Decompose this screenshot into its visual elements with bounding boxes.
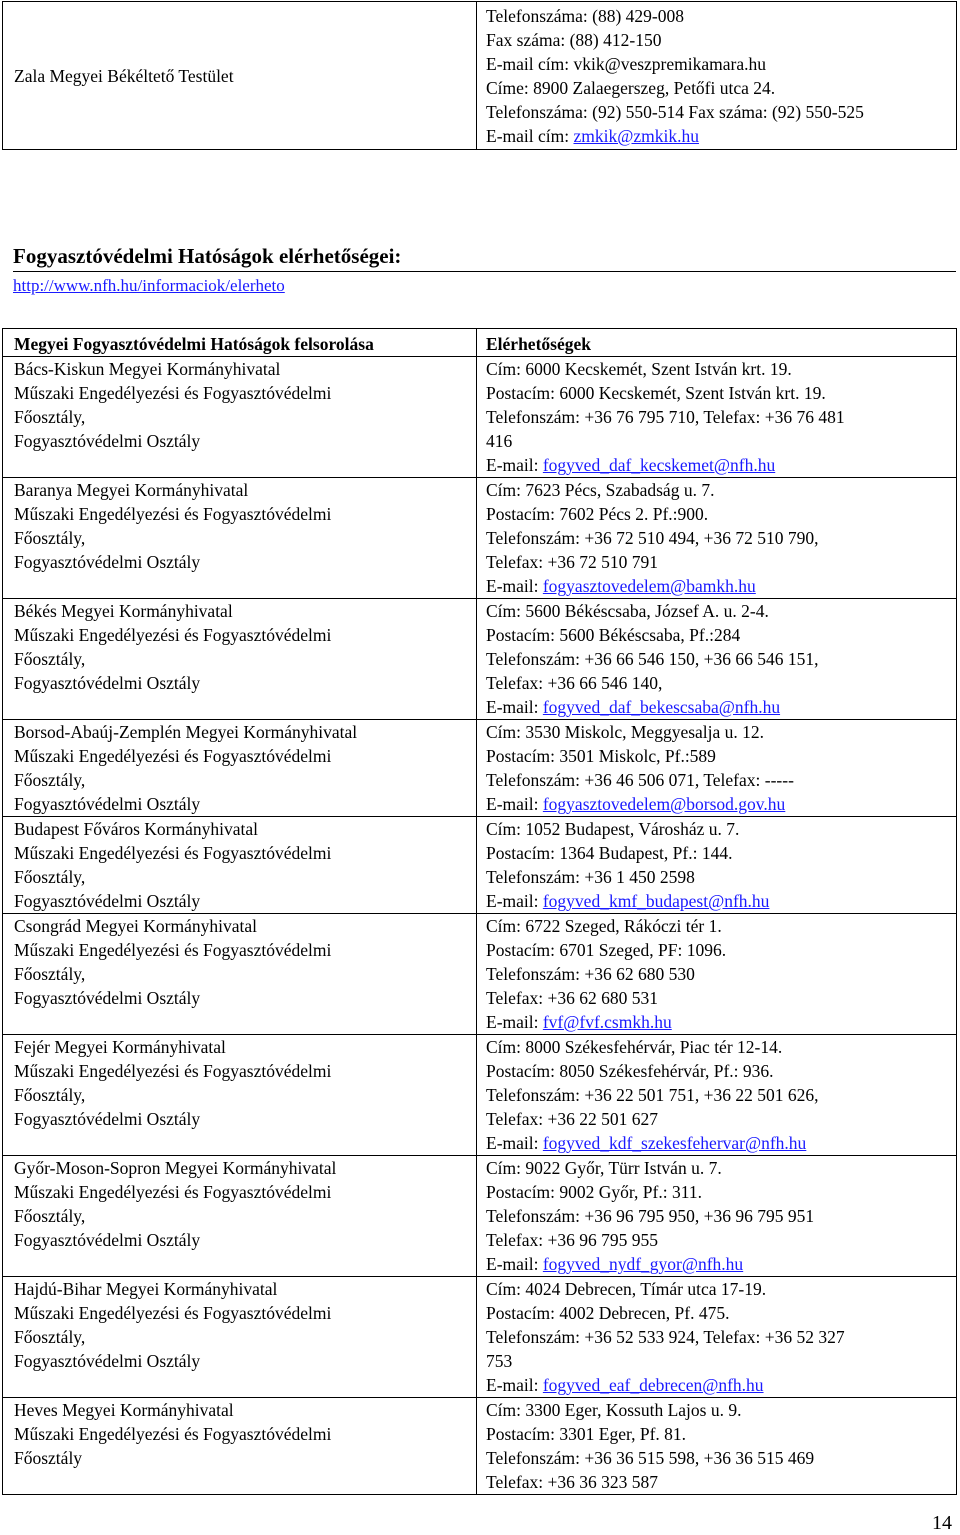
email-line — [486, 792, 956, 816]
authority-department: Műszaki Engedélyezési és Fogyasztóvédelmi — [14, 1424, 332, 1444]
contact-cell — [477, 817, 957, 914]
authority-department: Főosztály — [14, 1448, 83, 1468]
authority-cell — [3, 1156, 477, 1277]
authority-department: Műszaki Engedélyezési és Fogyasztóvédelmi — [14, 746, 332, 766]
authority-department: Főosztály, — [14, 649, 86, 669]
email-label: E-mail: — [486, 697, 543, 717]
contact-line: Cím: 4024 Debrecen, Tímár utca 17-19. — [486, 1279, 767, 1299]
contact-line: Telefax: +36 22 501 627 — [486, 1109, 658, 1129]
contact-line: Cím: 6000 Kecskemét, Szent István krt. 19. — [486, 359, 792, 379]
authority-cell — [3, 914, 477, 1035]
authority-department: Főosztály, — [14, 407, 86, 427]
top-contact-line: Telefonszáma: (92) 550-514 Fax száma: (92) 550-525 — [486, 102, 864, 122]
header-authorities: Megyei Fogyasztóvédelmi Hatóságok felsorolása — [14, 334, 374, 354]
table-row — [3, 1277, 957, 1398]
email-label: E-mail: — [486, 455, 543, 475]
top-table — [2, 1, 957, 150]
contact-cell — [477, 478, 957, 599]
authority-department: Műszaki Engedélyezési és Fogyasztóvédelmi — [14, 504, 332, 524]
authority-department: Műszaki Engedélyezési és Fogyasztóvédelmi — [14, 1303, 332, 1323]
contact-line: Cím: 8000 Székesfehérvár, Piac tér 12-14. — [486, 1037, 783, 1057]
authority-department: Fogyasztóvédelmi Osztály — [14, 1109, 201, 1129]
contact-line: Postacím: 8050 Székesfehérvár, Pf.: 936. — [486, 1061, 774, 1081]
authority-name: Bács-Kiskun Megyei Kormányhivatal — [14, 359, 281, 379]
authority-cell — [3, 817, 477, 914]
contact-cell — [477, 599, 957, 720]
contact-line: Postacím: 9002 Győr, Pf.: 311. — [486, 1182, 702, 1202]
authority-department: Főosztály, — [14, 964, 86, 984]
top-email-link[interactable]: zmkik@zmkik.hu — [573, 126, 699, 146]
authority-cell — [3, 1398, 477, 1495]
authority-department: Műszaki Engedélyezési és Fogyasztóvédelmi — [14, 940, 332, 960]
email-label: E-mail: — [486, 891, 543, 911]
authority-department: Főosztály, — [14, 867, 86, 887]
contact-cell — [477, 1277, 957, 1398]
contact-line: Postacím: 3501 Miskolc, Pf.:589 — [486, 746, 716, 766]
authority-cell — [3, 1035, 477, 1156]
email-link[interactable]: fogyasztovedelem@borsod.gov.hu — [542, 794, 786, 814]
email-label: E-mail: — [486, 576, 543, 596]
top-org-name: Zala Megyei Békéltető Testület — [14, 65, 234, 86]
email-line — [486, 574, 956, 598]
authority-department: Főosztály, — [14, 1206, 86, 1226]
contact-line: Postacím: 3301 Eger, Pf. 81. — [486, 1424, 687, 1444]
contact-line: Postacím: 4002 Debrecen, Pf. 475. — [486, 1303, 730, 1323]
contact-line: Telefax: +36 96 795 955 — [486, 1230, 658, 1250]
email-line — [486, 695, 956, 719]
contact-line: Postacím: 6000 Kecskemét, Szent István krt. 19. — [486, 383, 826, 403]
contact-line: Telefonszám: +36 96 795 950, +36 96 795 951 — [486, 1206, 815, 1226]
contact-line: Telefonszám: +36 22 501 751, +36 22 501 626, — [486, 1085, 819, 1105]
authority-name: Csongrád Megyei Kormányhivatal — [14, 916, 258, 936]
contact-line: Telefax: +36 72 510 791 — [486, 552, 658, 572]
contact-line: Telefax: +36 62 680 531 — [486, 988, 658, 1008]
table-header-left — [3, 329, 477, 357]
authority-department: Műszaki Engedélyezési és Fogyasztóvédelmi — [14, 625, 332, 645]
email-line — [486, 889, 956, 913]
authority-department: Fogyasztóvédelmi Osztály — [14, 431, 201, 451]
authority-department: Fogyasztóvédelmi Osztály — [14, 673, 201, 693]
authority-name: Borsod-Abaúj-Zemplén Megyei Kormányhivatal — [14, 722, 358, 742]
contact-line: Telefonszám: +36 46 506 071, Telefax: ----- — [486, 770, 794, 790]
contact-line: Cím: 9022 Győr, Türr István u. 7. — [486, 1158, 722, 1178]
contact-line: Telefonszám: +36 76 795 710, Telefax: +36 76 481 — [486, 407, 845, 427]
authority-department: Műszaki Engedélyezési és Fogyasztóvédelmi — [14, 1061, 332, 1081]
top-contact-cell — [477, 2, 957, 150]
email-line — [486, 1010, 956, 1034]
authority-cell — [3, 478, 477, 599]
email-link[interactable]: fogyasztovedelem@bamkh.hu — [542, 576, 756, 596]
top-row — [3, 2, 957, 150]
top-org-cell — [3, 2, 477, 150]
contact-line: Cím: 1052 Budapest, Városház u. 7. — [486, 819, 740, 839]
contact-cell — [477, 1156, 957, 1277]
table-header-row — [3, 329, 957, 357]
authority-name: Békés Megyei Kormányhivatal — [14, 601, 233, 621]
table-row — [3, 599, 957, 720]
contact-line: Telefonszám: +36 62 680 530 — [486, 964, 695, 984]
authority-department: Fogyasztóvédelmi Osztály — [14, 1230, 201, 1250]
authority-cell — [3, 1277, 477, 1398]
email-line — [486, 1252, 956, 1276]
authority-name: Győr-Moson-Sopron Megyei Kormányhivatal — [14, 1158, 337, 1178]
contact-line: Cím: 3300 Eger, Kossuth Lajos u. 9. — [486, 1400, 742, 1420]
table-row — [3, 720, 957, 817]
authority-department: Fogyasztóvédelmi Osztály — [14, 891, 201, 911]
authority-cell — [3, 357, 477, 478]
contact-line: Cím: 6722 Szeged, Rákóczi tér 1. — [486, 916, 722, 936]
email-link[interactable]: fogyved_nydf_gyor@nfh.hu — [542, 1254, 744, 1274]
section-link[interactable]: http://www.nfh.hu/informaciok/elerheto — [13, 276, 285, 295]
email-label: E-mail: — [486, 794, 543, 814]
top-email-line — [486, 124, 956, 148]
table-row — [3, 914, 957, 1035]
contact-line: Cím: 5600 Békéscsaba, József A. u. 2-4. — [486, 601, 769, 621]
authority-department: Főosztály, — [14, 1085, 86, 1105]
table-row — [3, 817, 957, 914]
authority-cell — [3, 720, 477, 817]
authority-department: Fogyasztóvédelmi Osztály — [14, 794, 201, 814]
contact-line: Telefonszám: +36 36 515 598, +36 36 515 469 — [486, 1448, 815, 1468]
contact-cell — [477, 357, 957, 478]
page-number: 14 — [932, 1512, 952, 1534]
contact-line: Cím: 7623 Pécs, Szabadság u. 7. — [486, 480, 715, 500]
table-row — [3, 357, 957, 478]
top-contact-line: Fax száma: (88) 412-150 — [486, 30, 662, 50]
contact-line: Cím: 3530 Miskolc, Meggyesalja u. 12. — [486, 722, 765, 742]
authority-department: Műszaki Engedélyezési és Fogyasztóvédelmi — [14, 383, 332, 403]
contact-line: Postacím: 5600 Békéscsaba, Pf.:284 — [486, 625, 741, 645]
authority-cell — [3, 599, 477, 720]
email-line — [486, 453, 956, 477]
authority-department: Főosztály, — [14, 770, 86, 790]
authority-department: Főosztály, — [14, 528, 86, 548]
email-link[interactable]: fogyved_kmf_budapest@nfh.hu — [542, 891, 770, 911]
authority-department: Műszaki Engedélyezési és Fogyasztóvédelmi — [14, 1182, 332, 1202]
table-row — [3, 1156, 957, 1277]
contact-line: Telefax: +36 36 323 587 — [486, 1472, 658, 1492]
authority-department: Műszaki Engedélyezési és Fogyasztóvédelmi — [14, 843, 332, 863]
authority-name: Heves Megyei Kormányhivatal — [14, 1400, 234, 1420]
authority-department: Fogyasztóvédelmi Osztály — [14, 552, 201, 572]
contact-cell — [477, 1398, 957, 1495]
section-title: Fogyasztóvédelmi Hatóságok elérhetőségei: — [13, 241, 956, 272]
authority-department: Főosztály, — [14, 1327, 86, 1347]
contact-line: Postacím: 7602 Pécs 2. Pf.:900. — [486, 504, 709, 524]
authority-name: Baranya Megyei Kormányhivatal — [14, 480, 249, 500]
authority-name: Budapest Főváros Kormányhivatal — [14, 819, 258, 839]
email-label: E-mail: — [486, 1133, 543, 1153]
contact-line: 416 — [486, 431, 513, 451]
contact-cell — [477, 914, 957, 1035]
contact-line: Telefax: +36 66 546 140, — [486, 673, 663, 693]
email-label: E-mail: — [486, 1254, 543, 1274]
email-link[interactable]: fogyved_kdf_szekesfehervar@nfh.hu — [542, 1133, 807, 1153]
contact-line: Telefonszám: +36 52 533 924, Telefax: +36 52 327 — [486, 1327, 845, 1347]
table-header-right — [477, 329, 957, 357]
email-label: E-mail: — [486, 1012, 543, 1032]
authority-name: Hajdú-Bihar Megyei Kormányhivatal — [14, 1279, 278, 1299]
top-contact-line: Címe: 8900 Zalaegerszeg, Petőfi utca 24. — [486, 78, 776, 98]
table-row — [3, 1035, 957, 1156]
authority-name: Fejér Megyei Kormányhivatal — [14, 1037, 226, 1057]
email-link[interactable]: fogyved_daf_kecskemet@nfh.hu — [542, 455, 776, 475]
email-link[interactable]: fogyved_eaf_debrecen@nfh.hu — [542, 1375, 764, 1395]
contact-line: Postacím: 6701 Szeged, PF: 1096. — [486, 940, 727, 960]
top-contact-line: E-mail cím: vkik@veszpremikamara.hu — [486, 54, 766, 74]
contact-line: Telefonszám: +36 66 546 150, +36 66 546 151, — [486, 649, 819, 669]
header-contacts: Elérhetőségek — [486, 334, 591, 354]
email-line — [486, 1131, 956, 1155]
contact-line: Telefonszám: +36 1 450 2598 — [486, 867, 695, 887]
contact-cell — [477, 1035, 957, 1156]
email-link[interactable]: fogyved_daf_bekescsaba@nfh.hu — [542, 697, 781, 717]
contact-line: Postacím: 1364 Budapest, Pf.: 144. — [486, 843, 733, 863]
contact-cell — [477, 720, 957, 817]
authority-department: Fogyasztóvédelmi Osztály — [14, 988, 201, 1008]
table-row — [3, 478, 957, 599]
main-table — [2, 328, 957, 1495]
authority-department: Fogyasztóvédelmi Osztály — [14, 1351, 201, 1371]
email-link[interactable]: fvf@fvf.csmkh.hu — [542, 1012, 672, 1032]
email-line — [486, 1373, 956, 1397]
table-row — [3, 1398, 957, 1495]
top-contact-line: Telefonszáma: (88) 429-008 — [486, 6, 685, 26]
top-email-label: E-mail cím: — [486, 126, 574, 146]
email-label: E-mail: — [486, 1375, 543, 1395]
contact-line: 753 — [486, 1351, 513, 1371]
contact-line: Telefonszám: +36 72 510 494, +36 72 510 790, — [486, 528, 819, 548]
